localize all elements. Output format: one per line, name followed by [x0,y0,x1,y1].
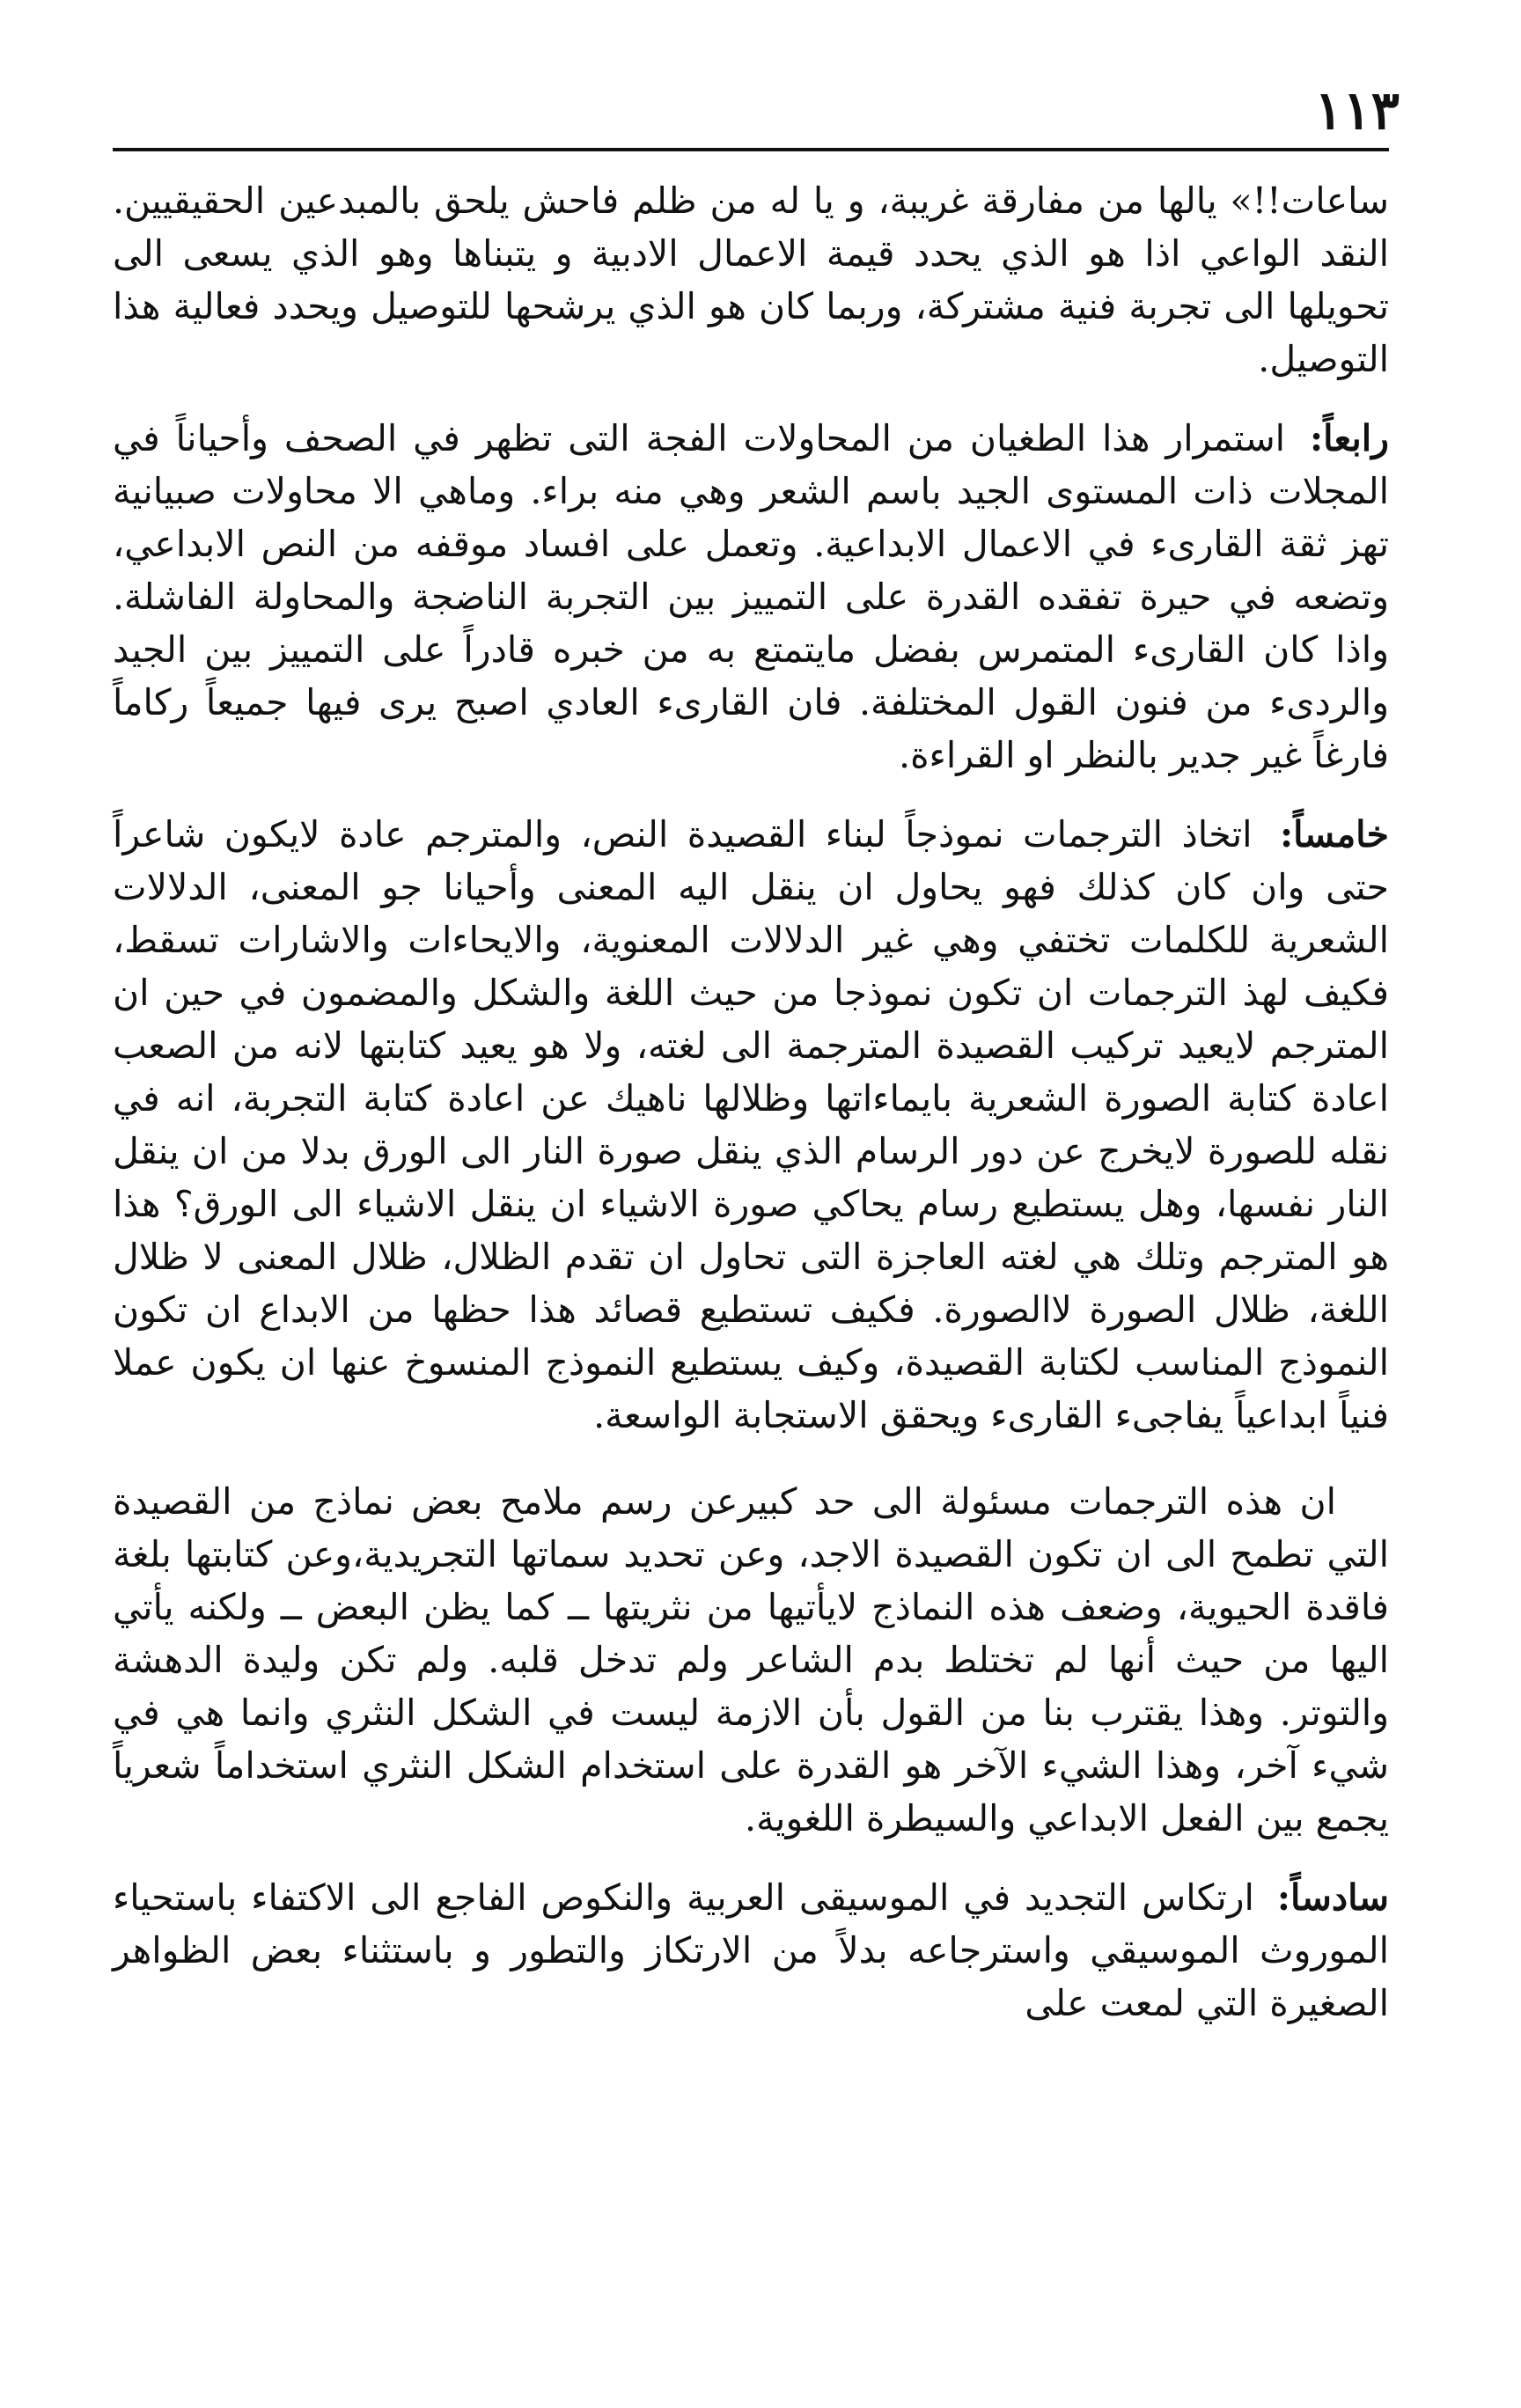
header-divider [113,148,1389,151]
paragraph-translations-discussion [113,1475,1389,1845]
label-colon: : [1309,417,1324,459]
label-colon: : [1276,1876,1291,1919]
paragraph-continuation [113,174,1389,385]
label-colon: : [1279,813,1294,855]
paragraph-label: رابعاً [1323,417,1389,459]
paragraph-text: استمرار هذا الطغيان من المحاولات الفجة التى تظهر في الصحف وأحياناً في المجلات ذات المستوى الجيد باسم الشعر وهي منه براء. وماهي الا محاولات صبيانية تهز ثقة القارىء في الاعمال الابداعية. وتعمل على افساد موقفه من النص الابداعي، وتضعه في حيرة تفقده القدرة على التمييز بين التجربة الناضجة والمحاولة الفاشلة. واذا كان القارىء المتمرس بفضل مايتمتع به من خبره قادراً على التمييز بين الجيد والردىء من فنون القول المختلفة. فان القارىء العادي اصبح يرى فيها جميعاً ركاماً فارغاً غير جدير بالنظر او القراءة. [113,417,1389,776]
paragraph-fourth-point [113,412,1389,782]
paragraph-text: اتخاذ الترجمات نموذجاً لبناء القصيدة النص، والمترجم عادة لايكون شاعراً حتى وان كان كذلك فهو يحاول ان ينقل اليه المعنى وأحيانا جو المعنى، الدلالات الشعرية للكلمات تختفي وهي غير الدلالات المعنوية، والايحاءات والاشارات تسقط، فكيف لهذ الترجمات ان تكون نموذجا من حيث اللغة والشكل والمضمون في حين ان المترجم لايعيد تركيب القصيدة المترجمة الى لغته، ولا هو يعيد كتابتها لانه من الصعب اعادة كتابة الصورة الشعرية بايماءاتها وظلالها ناهيك عن اعادة كتابة التجربة، انه في نقله للصورة لايخرج عن دور الرسام الذي ينقل صورة النار الى الورق بدلا من ان ينقل النار نفسها، وهل يستطيع رسام يحاكي صورة الاشياء ان ينقل الاشياء الى الورق؟ هذا هو المترجم وتلك هي لغته العاجزة التى تحاول ان تقدم الظلال، ظلال المعنى لا ظلال اللغة، ظلال الصورة لاالصورة. فكيف تستطيع قصائد هذا حظها من الابداع ان تكون النموذج المناسب لكتابة القصيدة، وكيف يستطيع النموذج المنسوخ عنها ان يكون عملا فنياً ابداعياً يفاجىء القارىء ويحقق الاستجابة الواسعة. [113,813,1389,1436]
paragraph-text: ساعات!!» يالها من مفارقة غريبة، و يا له من ظلم فاحش يلحق بالمبدعين الحقيقيين. النقد الواعي اذا هو الذي يحدد قيمة الاعمال الادبية و يتبناها وهو الذي يسعى الى تحويلها الى تجربة فنية مشتركة، وربما كان هو الذي يرشحها للتوصيل ويحدد فعالية هذا التوصيل. [113,180,1389,380]
paragraph-fifth-point [113,808,1389,1442]
page-body [113,174,1389,2030]
paragraph-text: ان هذه الترجمات مسئولة الى حد كبيرعن رسم ملامح بعض نماذج من القصيدة التي تطمح الى ان تكون القصيدة الاجد، وعن تحديد سماتها التجريدية،وعن كتابتها بلغة فاقدة الحيوية، وضعف هذه النماذج لايأتيها من نثريتها ــ كما يظن البعض ــ ولكنه يأتي اليها من حيث أنها لم تختلط بدم الشاعر ولم تدخل قلبه. ولم تكن وليدة الدهشة والتوتر. وهذا يقترب بنا من القول بأن الازمة ليست في الشكل النثري وانما هي في شيء آخر، وهذا الشيء الآخر هو القدرة على استخدام الشكل النثري استخداماً شعرياً يجمع بين الفعل الابداعي والسيطرة اللغوية. [113,1480,1389,1839]
page-number: ١١٣ [1314,80,1400,142]
paragraph-label: خامساً [1293,813,1389,855]
paragraph-sixth-point [113,1871,1389,2030]
paragraph-text: ارتكاس التجديد في الموسيقى العربية والنكوص الفاجع الى الاكتفاء باستحياء الموروث الموسيقي واسترجاعه بدلاً من الارتكاز والتطور و باستثناء بعض الظواهر الصغيرة التي لمعت على [113,1876,1389,2024]
paragraph-label: سادساً [1290,1876,1389,1919]
